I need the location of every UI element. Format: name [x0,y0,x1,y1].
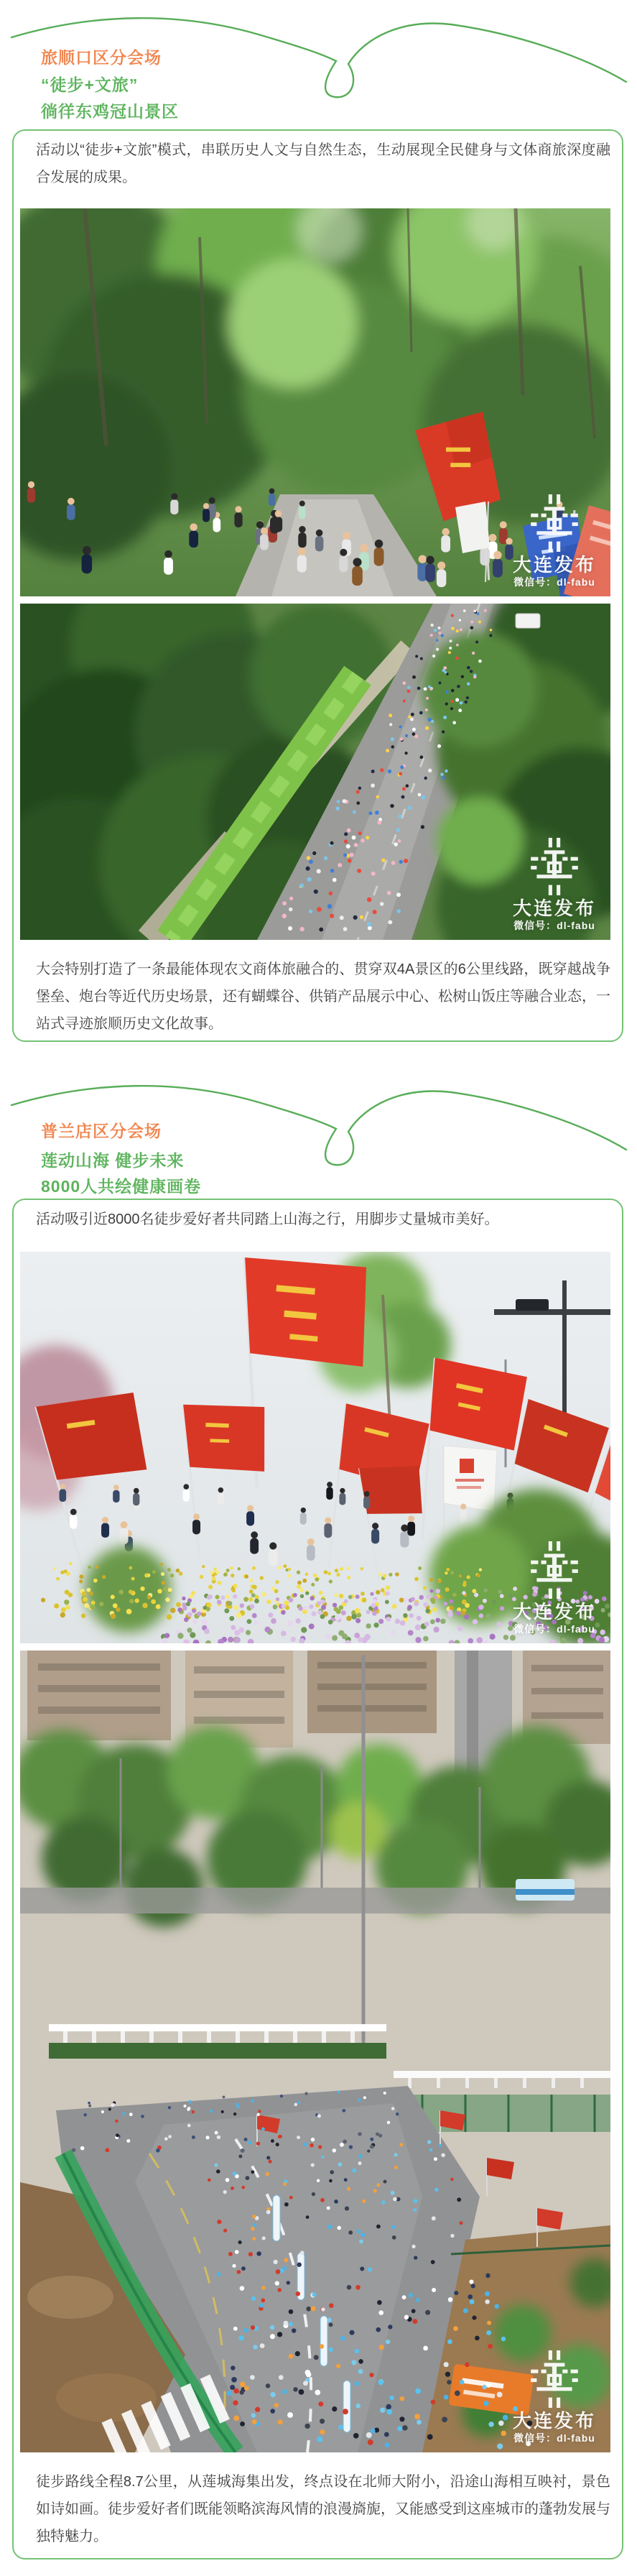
section2-slogan-line2: 8000人共绘健康画卷 [41,1177,202,1196]
photo-aerial-mountain-road [20,604,610,940]
lian-logo-icon [529,1541,580,1600]
section1-paragraph-2: 大会特别打造了一条最能体现农文商体旅融合的、贯穿双4A景区的6公里线路，既穿越战争堡垒、炮台等近代历史场景，还有蝴蝶谷、供销产品展示中心、松树山饭庄等融合业态，一站式寻迹旅顺历史文化故事。 [36,961,610,1032]
section2-slogan-line1: 莲动山海 健步未来 [41,1151,185,1170]
section1-paragraph-1: 活动以“徒步+文旅”模式，串联历史人文与自然生态，生动展现全民健身与文体商旅深度融合发展的成果。 [36,142,610,185]
section1-slogan-line2: 徜徉东鸡冠山景区 [41,102,179,121]
section2-paragraph-2: 徒步路线全程8.7公里，从莲城海集出发，终点设在北师大附小，沿途山海相互映衬，景色如诗如画。徒步爱好者们既能领略滨海风情的浪漫旖旎，又能感受到这座城市的蓬勃发展与独特魅力。 [36,2474,610,2544]
city-walk-illustration [20,1651,610,2452]
photo-flags-flowers-crowd [20,1252,610,1643]
section1-slogan-line1: “徒步+文旅” [41,75,139,94]
lian-logo-icon [529,838,580,897]
photo-forest-hikers [20,208,610,596]
dalian-fabu-watermark [513,494,596,589]
photo-aerial-city-walk [20,1651,610,2452]
dalian-fabu-watermark [513,1541,596,1636]
section1-venue-heading: 旅顺口区分会场 [41,48,162,67]
lian-logo-icon [529,2350,580,2409]
watermark-brand: 大连发布 [512,1601,596,1622]
watermark-brand: 大连发布 [512,554,596,576]
section2-venue-heading: 普兰店区分会场 [41,1122,162,1140]
watermark-brand: 大连发布 [512,897,596,919]
watermark-wechat: 微信号：dl-fabu [513,2432,595,2444]
watermark-wechat: 微信号：dl-fabu [513,576,595,588]
section2-paragraph-1: 活动吸引近8000名徒步爱好者共同踏上山海之行，用脚步丈量城市美好。 [36,1211,499,1227]
dalian-fabu-watermark [513,2350,596,2445]
dalian-fabu-watermark [513,838,596,933]
watermark-wechat: 微信号：dl-fabu [513,920,595,931]
lian-logo-icon [529,494,580,553]
watermark-brand: 大连发布 [512,2410,596,2432]
watermark-wechat: 微信号：dl-fabu [513,1623,595,1635]
